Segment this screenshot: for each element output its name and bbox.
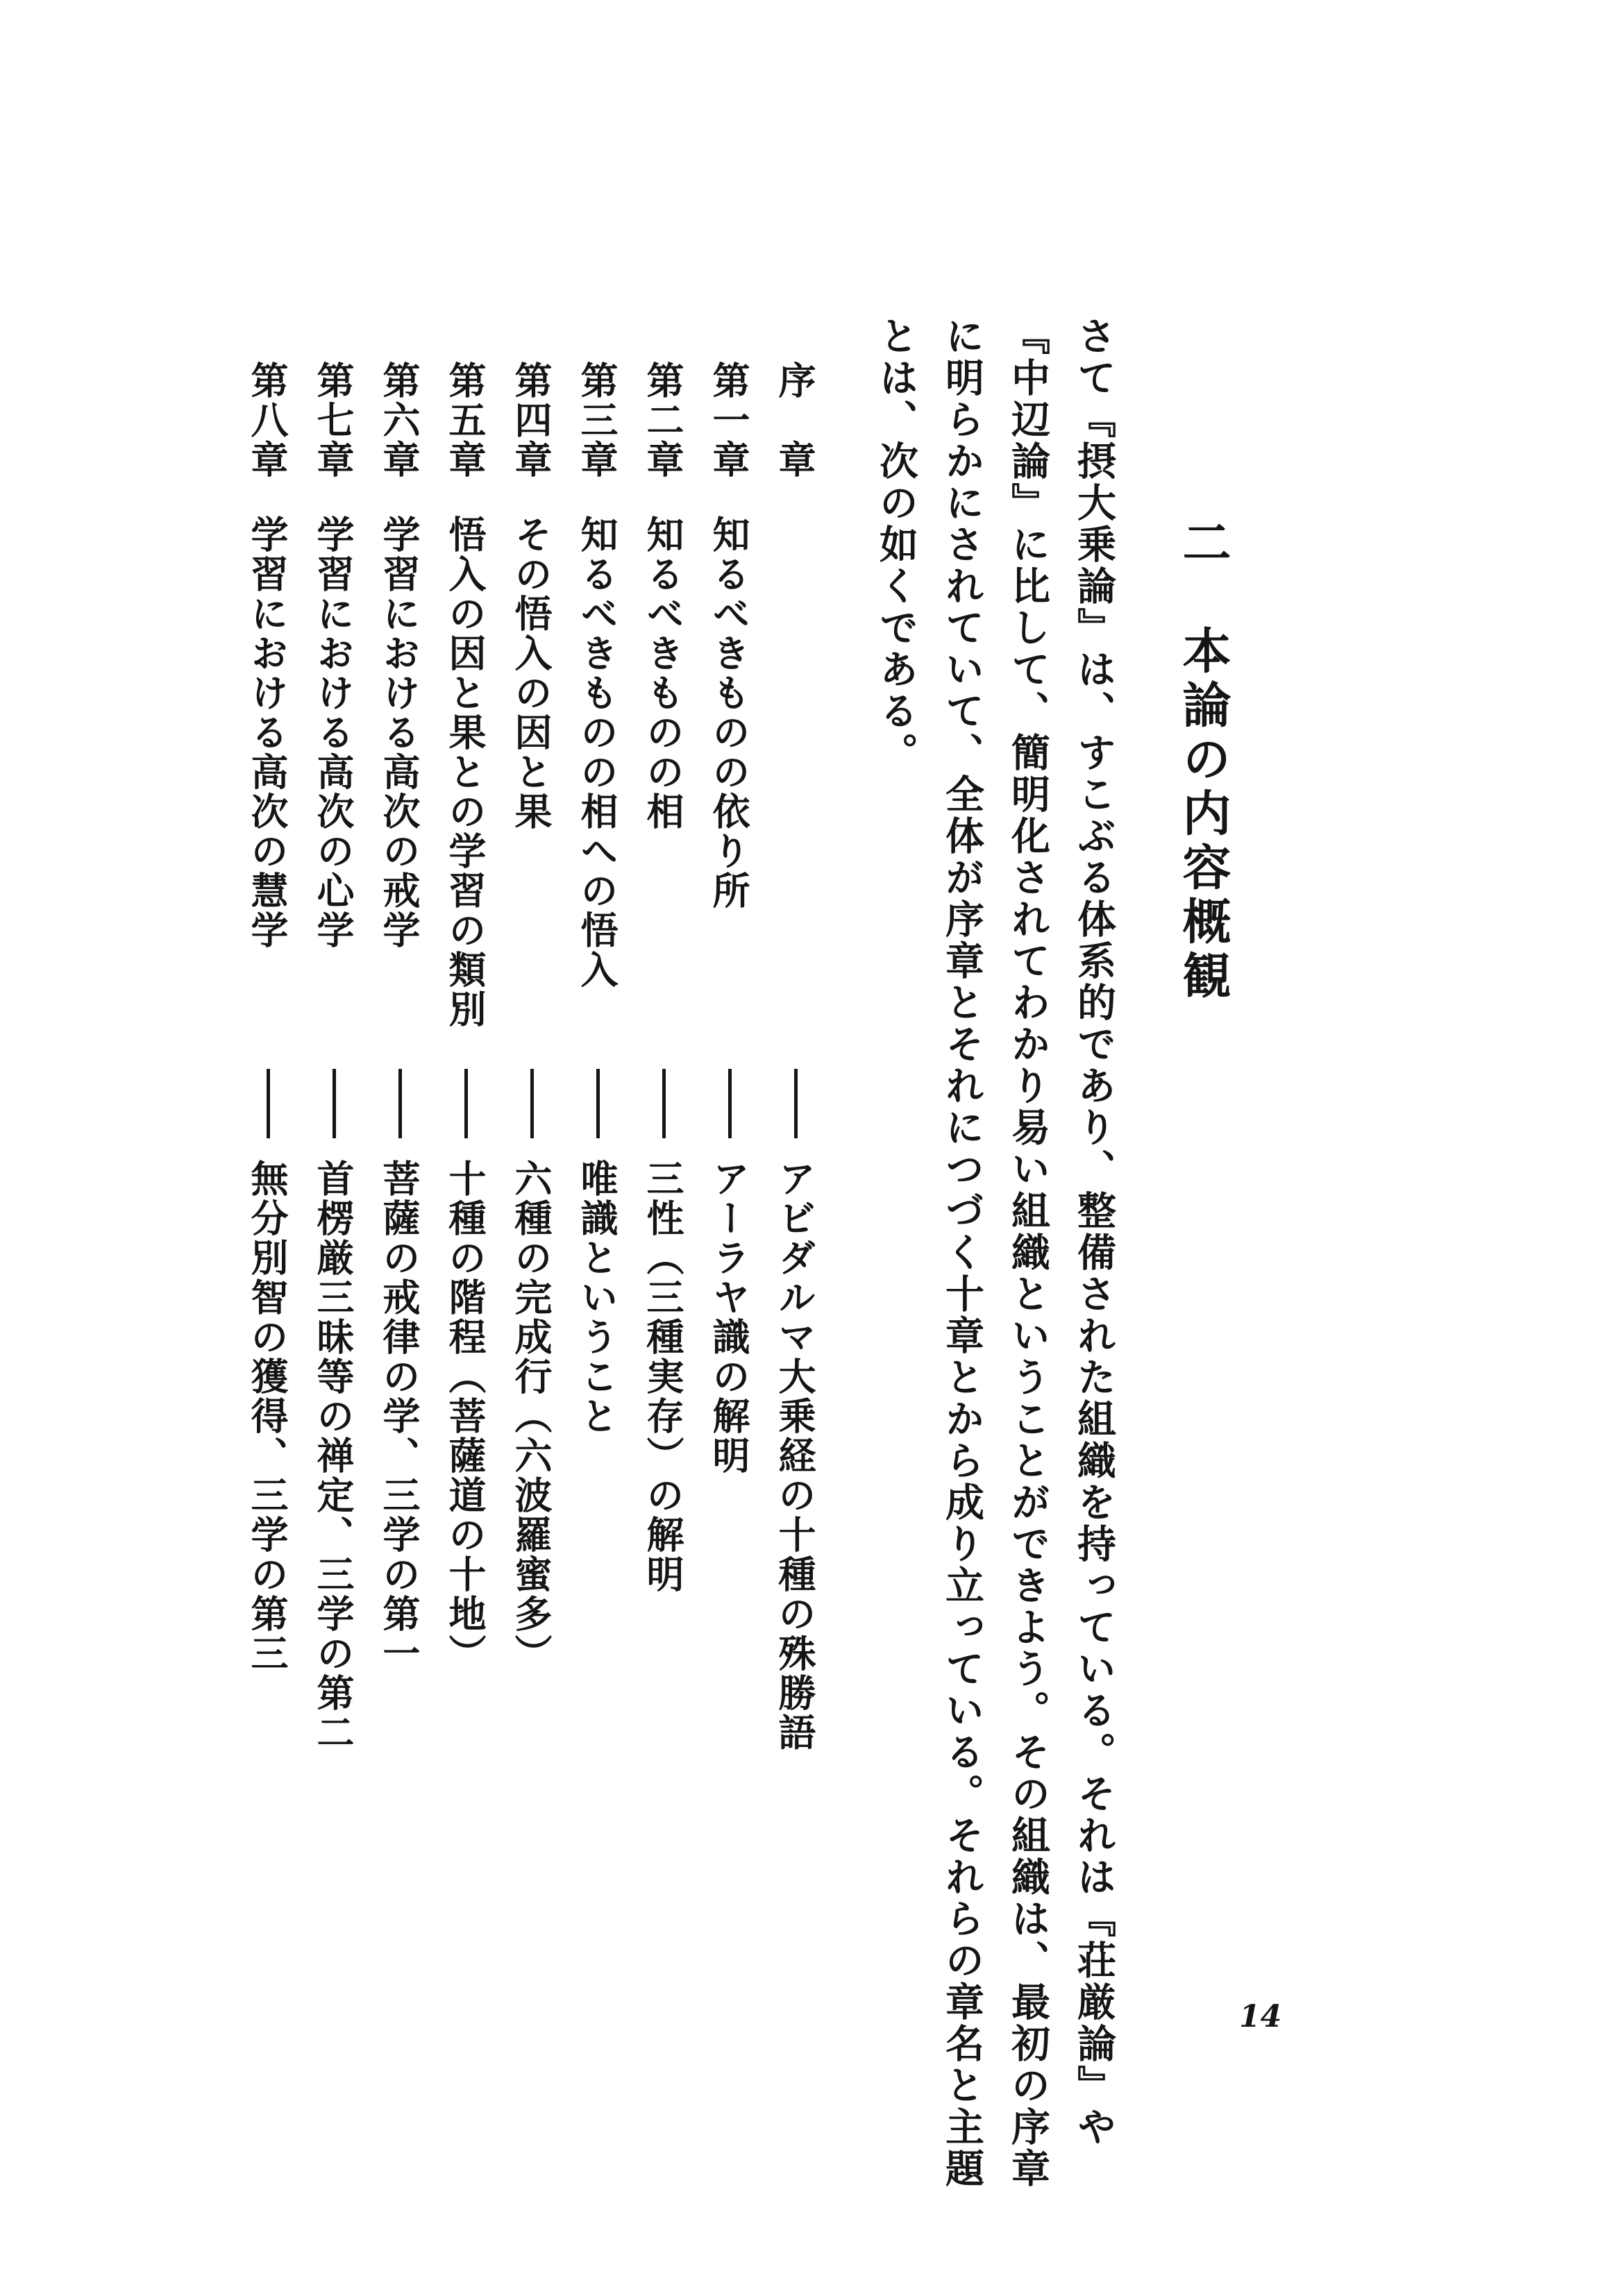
chapter-theme: 六種の完成行（六波羅蜜多） — [509, 1159, 553, 1673]
paragraph-line-1: さて『摂大乗論』は、すこぶる体系的であり、整備された組織を持っている。それは『荘厳論』や — [1071, 316, 1117, 2148]
chapter-theme: 十種の階程（菩薩道の十地） — [443, 1159, 487, 1673]
chapter-dash — [530, 1069, 534, 1138]
chapter-name: その悟入の因と果 — [509, 515, 553, 832]
chapter-dash — [794, 1069, 798, 1138]
page-number: 14 — [1239, 1999, 1282, 2034]
chapter-dash — [596, 1069, 600, 1138]
chapter-name: 学習における高次の慧学 — [245, 515, 289, 950]
chapter-theme: 首楞厳三昧等の禅定、三学の第二 — [311, 1159, 355, 1753]
chapter-theme: 菩薩の戒律の学、三学の第一 — [377, 1159, 421, 1673]
chapter-theme: 三性（三種実存）の解明 — [641, 1159, 685, 1594]
chapter-theme: 唯識ということ — [575, 1159, 619, 1436]
chapter-label: 第六章 — [377, 361, 421, 480]
chapter-dash — [267, 1069, 270, 1138]
section-title: 二 本論の内容概観 — [1175, 517, 1232, 1004]
chapter-name: 学習における高次の心学 — [311, 515, 355, 950]
chapter-name: 知るべきものの相 — [641, 515, 685, 832]
chapter-name: 知るべきものの相への悟入 — [575, 515, 619, 990]
chapter-dash — [398, 1069, 402, 1138]
paragraph-line-2: 『中辺論』に比して、簡明化されてわかり易い組織ということができよう。その組織は、最初の序章 — [1005, 316, 1051, 2190]
chapter-label: 序 章 — [773, 361, 817, 480]
chapter-theme: アーラヤ識の解明 — [707, 1159, 751, 1476]
chapter-name: 学習における高次の戒学 — [377, 515, 421, 950]
chapter-dash — [728, 1069, 732, 1138]
chapter-name: 悟入の因と果との学習の類別 — [443, 515, 487, 1029]
chapter-theme: 無分別智の獲得、三学の第三 — [245, 1159, 289, 1673]
chapter-label: 第二章 — [641, 361, 685, 480]
chapter-name: 知るべきものの依り所 — [707, 515, 751, 911]
chapter-label: 第七章 — [311, 361, 355, 480]
chapter-theme: アビダルマ大乗経の十種の殊勝語 — [773, 1159, 817, 1753]
chapter-dash — [662, 1069, 666, 1138]
paragraph-line-3: に明らかにされていて、全体が序章とそれにつづく十章とから成り立っている。それらの章名と主題 — [939, 316, 985, 2190]
chapter-label: 第五章 — [443, 361, 487, 480]
chapter-dash — [464, 1069, 468, 1138]
chapter-label: 第四章 — [509, 361, 553, 480]
chapter-dash — [333, 1069, 336, 1138]
chapter-label: 第三章 — [575, 361, 619, 480]
paragraph-line-4: とは、次の如くである。 — [873, 316, 919, 774]
chapter-label: 第一章 — [707, 361, 751, 480]
chapter-label: 第八章 — [245, 361, 289, 480]
